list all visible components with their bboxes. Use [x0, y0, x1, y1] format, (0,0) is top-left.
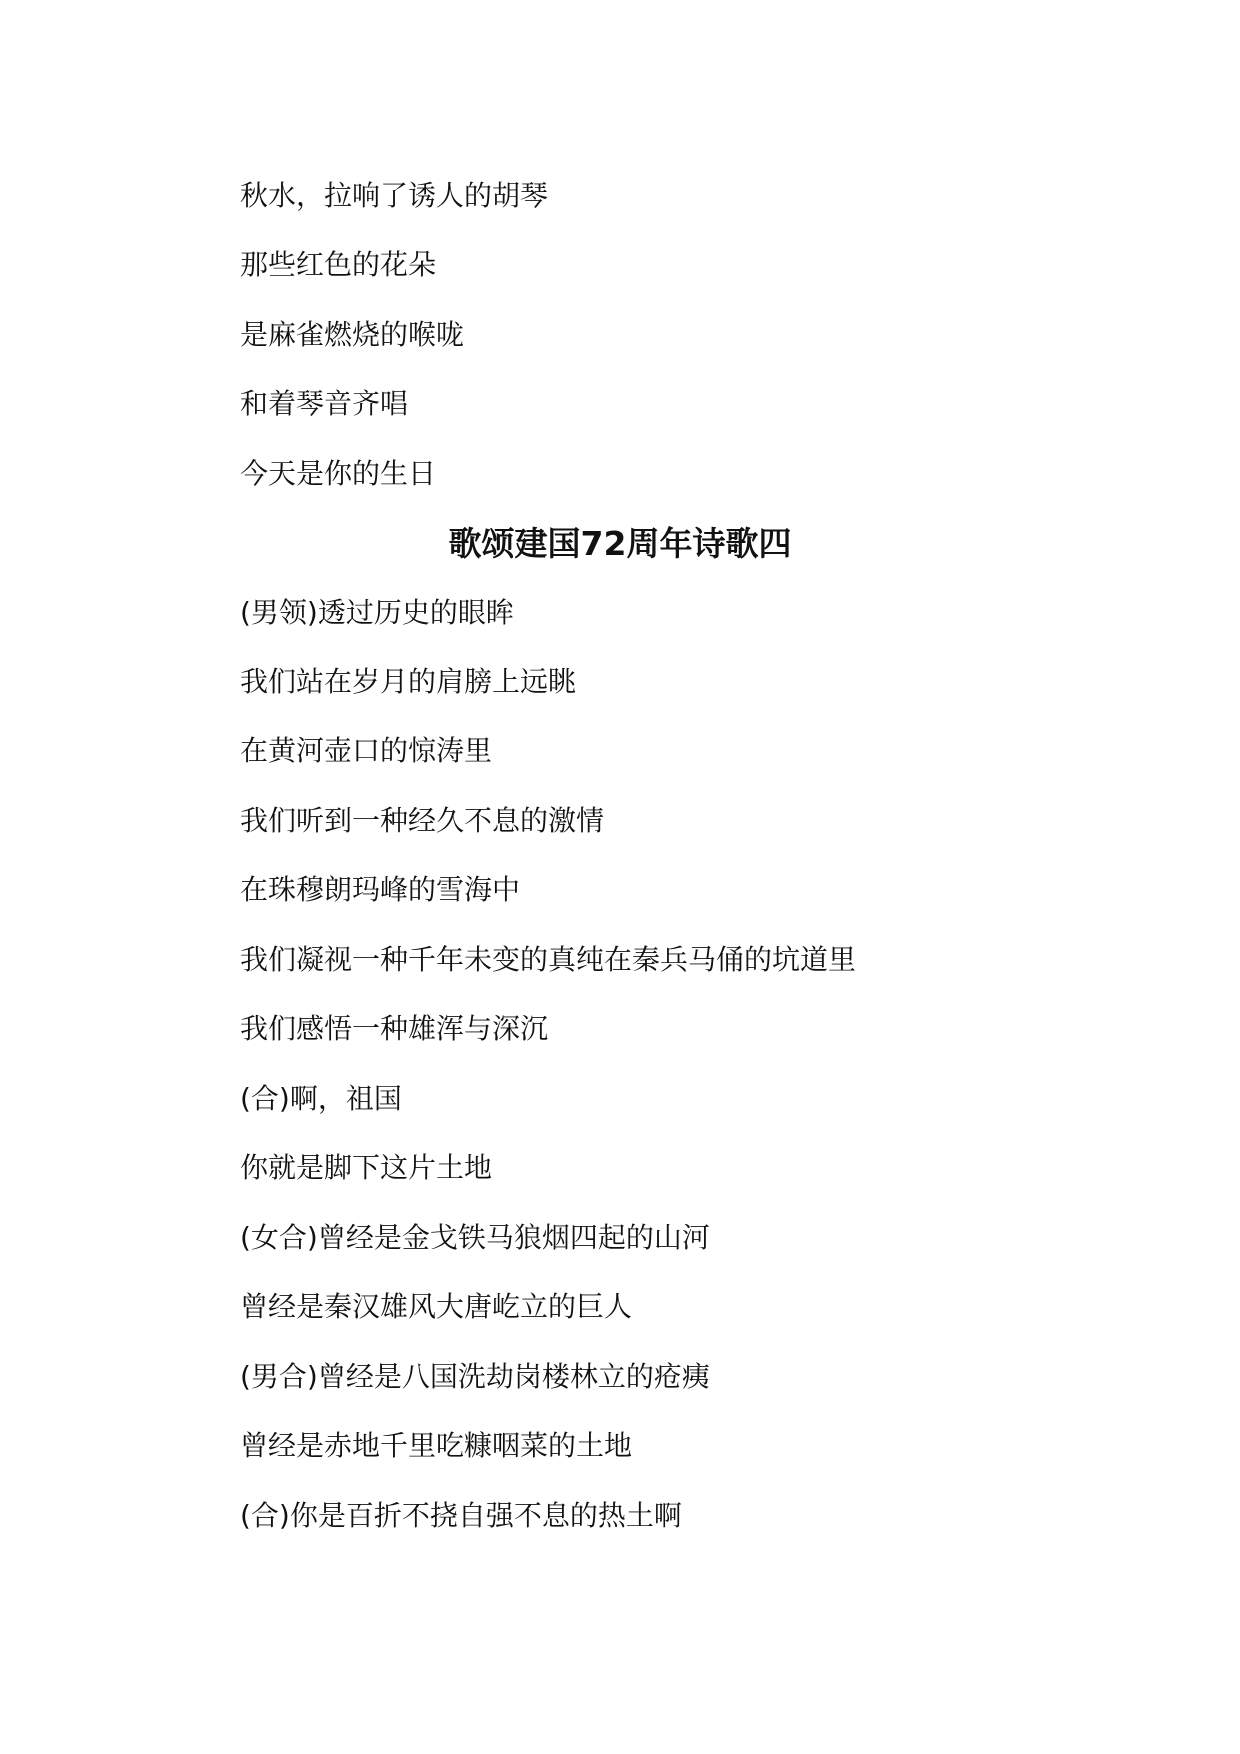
poem-line: 我们感悟一种雄浑与深沉: [240, 1012, 549, 1045]
poem-line: 在黄河壶口的惊涛里: [240, 734, 493, 767]
poem-line: 在珠穆朗玛峰的雪海中: [240, 873, 521, 906]
poem-line: (男合)曾经是八国洗劫岗楼林立的疮痍: [240, 1360, 710, 1393]
poem-line: 曾经是秦汉雄风大唐屹立的巨人: [240, 1290, 633, 1323]
poem-line: (男领)透过历史的眼眸: [240, 596, 514, 629]
poem-line: 那些红色的花朵: [240, 248, 437, 281]
poem-line: 我们凝视一种千年未变的真纯在秦兵马俑的坑道里: [240, 943, 857, 976]
poem-line: 我们听到一种经久不息的激情: [240, 804, 605, 837]
poem-line: 你就是脚下这片土地: [240, 1151, 493, 1184]
poem-line: (女合)曾经是金戈铁马狼烟四起的山河: [240, 1221, 710, 1254]
poem-line: 是麻雀燃烧的喉咙: [240, 318, 465, 351]
poem-line: 秋水，拉响了诱人的胡琴: [240, 179, 549, 212]
poem-line: (合)你是百折不挠自强不息的热土啊: [240, 1499, 682, 1532]
poem-line: 今天是你的生日: [240, 457, 437, 490]
poem-line: 曾经是赤地千里吃糠咽菜的土地: [240, 1429, 633, 1462]
poem-line: 我们站在岁月的肩膀上远眺: [240, 665, 577, 698]
poem-line: 和着琴音齐唱: [240, 387, 409, 420]
section-heading: 歌颂建国72周年诗歌四: [448, 524, 792, 563]
poem-line: (合)啊，祖国: [240, 1082, 402, 1115]
